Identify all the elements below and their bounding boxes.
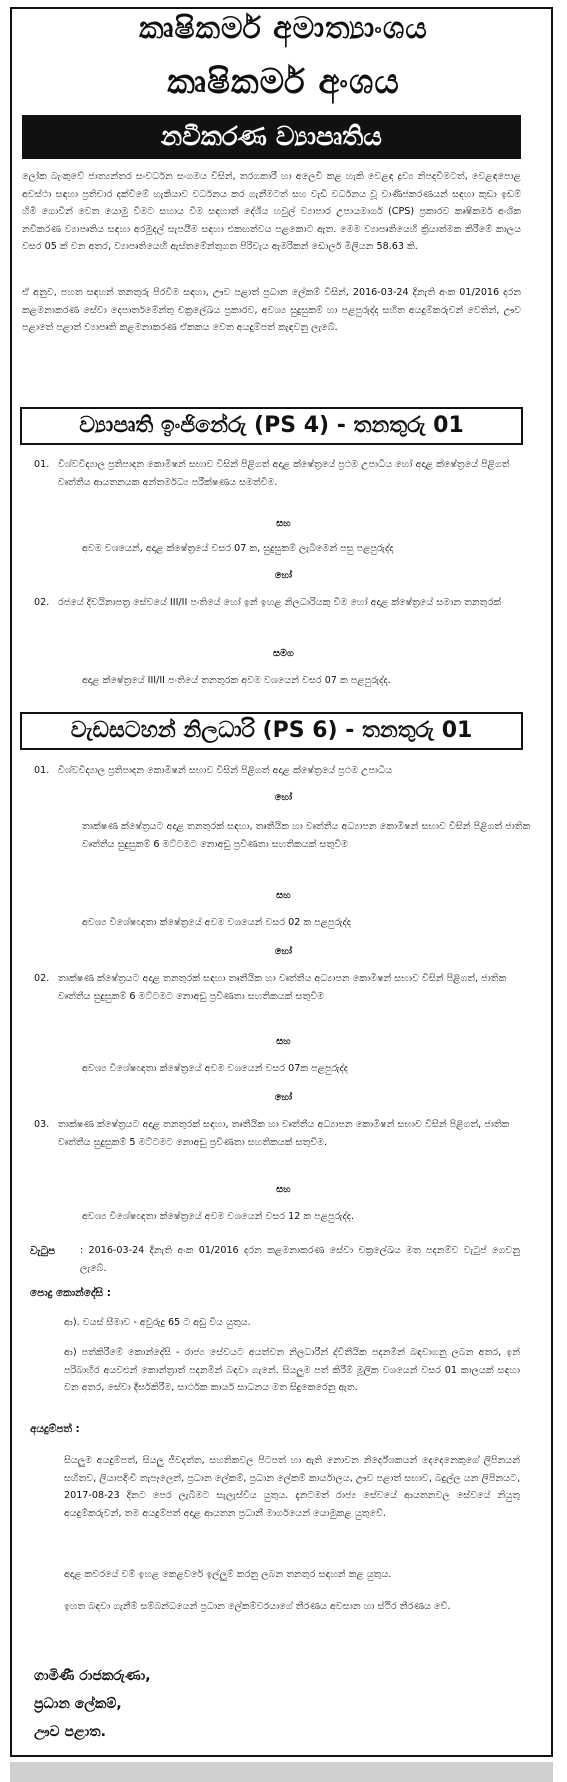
age-limit-condition: ආ). වයස් සීමාව - අවුරුදු 65 ට අඩු විය යුතුය. xyxy=(64,1317,251,1328)
item-text: තාක්ෂණ ක්ෂේත්‍රයට අදාළ තනතුරක් සඳහා තෘතීයික හා වෘත්තීය අධ්‍යාපන කොමිෂන් සභාව විසින් පිළිගත්, ජාතික වෘත්තීය සුදුසුකම් 6 මට්ටමට නොඅඩු ප්‍රවීණතා සහතිකයක් සතුවීම xyxy=(58,973,507,1002)
section-heading-programme-officer: වැඩසටහන් නිලධාරි (PS 6) - තනතුරු 01 xyxy=(20,712,523,750)
requirement-item xyxy=(34,594,536,612)
signatory-place: ඌව පළාත. xyxy=(34,1724,106,1740)
item-number: 02. xyxy=(34,973,50,984)
department-heading: කෘෂිකර්ම අංශය xyxy=(167,62,400,102)
signatory-title: ප්‍රධාන ලේකම්, xyxy=(34,1696,122,1712)
conjunction: හෝ xyxy=(274,570,293,581)
project-title-bar: නවීකරණ ව්‍යාපෘතිය xyxy=(22,115,521,159)
requirement-text: අවම වශයෙන්, අදාළ ක්ෂේත්‍රයේ වසර 07 ක, සුදුසුකම් ලැබීමෙන් පසු පළපුරුද්ද xyxy=(82,543,394,554)
requirement-text: අවශ්‍ය විශේෂඥතා ක්ෂේත්‍රයේ අවම වශයෙන් වසර 12 ක පළපුරුද්ද. xyxy=(82,1211,355,1222)
conjunction: සමග xyxy=(273,648,294,659)
requirement-text: අවශ්‍ය විශේෂඥතා ක්ෂේත්‍රයේ අවම වශයෙන් වසර 02 ක පළපුරුද්ද xyxy=(82,917,352,928)
intro-paragraph-2: ඒ අනුව, පහත සඳහන් තනතුරු පිරවීම සඳහා, ඌව පළාත් ප්‍රධාන ලේකම් විසින්, 2016-03-24 දිනැති අංක 01/2016 දරන කළමනාකරණ සේවා දෙපාර්තමේන්තු චක්‍රලේඛය ප්‍රකාරව, අවශ්‍ය සුදුසුකම් හා පළපුරුද්ද සහිත අයදුම්කරුවන් වෙතින්, ඌව පළාතේ පළාත් ව්‍යාපෘති කළමනාකරණ ඒකකය වෙත අයදුම්පත් කැඳවනු ලැබේ. xyxy=(22,287,521,333)
applications-paragraph-3: ඉහත බඳවා ගැනීම් සම්බන්ධයෙන් ප්‍රධාන ලේකම්වරයාගේ තීරණය අවසාන හා ස්ථිර තීරණය වේ. xyxy=(64,1601,451,1612)
requirement-text: අවශ්‍ය විශේෂඥතා ක්ෂේත්‍රයේ අවම වශයෙන් වසර 07ක පළපුරුද්ද xyxy=(82,1063,348,1074)
requirement-item xyxy=(34,762,536,780)
item-text: තාක්ෂණ ක්ෂේත්‍රයට අදාළ තනතුරක් සඳහා, තෘතීයික හා වෘත්තීය අධ්‍යාපන කොමිෂන් සභාව විසින් පිළිගත්, ජාතික වෘත්තීය සුදුසුකම් 5 මට්ටමට නොඅඩු ප්‍රවීණතා සහතිකයක් සතුවීම. xyxy=(58,1119,510,1148)
conjunction: සහ xyxy=(276,1184,291,1195)
section-heading-project-engineer: ව්‍යාපෘති ඉංජිනේරු (PS 4) - තනතුරු 01 xyxy=(20,407,523,445)
appointment-condition: ආ) පත්කිරීමේ කොන්දේසි - රාජ්‍ය සේවයට අයත්වන නිලධාරීන් ද්විතීයික පදනමින් බඳවාගනු ලබන අතර, ඉන් පරිබාහිර අයවළුන් කොන්ත්‍රාත් පදනමින් බඳවා ගැනේ. සියලුම පත් කිරීම් මූලික වශයෙන් වසර 01 කාලයක් සඳහා වන අතර, සේවා දීර්ඝකිරීම, සාර්ථක කාර්ය සාධනය මත සිදුකෙරෙනු ඇත. xyxy=(64,1347,520,1393)
requirement-text: අදාළ ක්ෂේත්‍රයේ III/II පංතියේ තනතුරක අවම වශයෙන් වසර 07 ක පළපුරුද්ද. xyxy=(82,675,391,686)
signatory-name: ගාමිණී රාජකරුණා, xyxy=(34,1668,151,1684)
conjunction: සහ xyxy=(276,890,291,901)
requirement-text: තාක්ෂණ ක්ෂේත්‍රයට අදාළ තනතුරක් සඳහා, තෘතීයික හා වෘත්තීය අධ්‍යාපන කොමිෂන් සභාව විසින් පිළිගත් ජාතික වෘත්තීය සුදුසුකම් 6 මට්ටමට නොඅඩු ප්‍රවීණතා සහතිකයක් සතුවීම xyxy=(82,821,531,850)
bottom-strip xyxy=(10,1762,553,1782)
conjunction: සහ xyxy=(276,518,291,529)
salary-label: වැටුප xyxy=(30,1245,56,1257)
intro-paragraph-1: ලෝක බැංකුවේ ජාත්‍යන්තර සංවර්ධන සංගමය විසින්, තරගකාරී හා අලෙවි කළ හැකි වෙළඳ ද්‍රව්‍ය නිපදවීමටත්, වෙළඳපොළ අවස්ථා සඳහා ප්‍රතිචාර දක්වීමේ හැකියාව වර්ධනය කර ගැනීමටත් සහ වැඩි වර්ධනය වූ වාණිජකරණයන් සඳහා කුඩා ඉඩම් හිමි ගොවීන් වෙත යොමු වීමට සහාය වීම සඳහාත් දේශීය හවුල් ව්‍යාපාර උපායමාර්ග (CPS) ප්‍රකාරව කෘෂිකර්ම අංශික නවීකරණ ව්‍යාපෘතිය සඳහා අරමුදල් සැපයීම සඳහා එකඟත්වය පළකොට ඇත. මෙම ව්‍යාපෘතියෙහි ක්‍රියාත්මක කිරීමේ කාලය වසර 05 ක් වන අතර, ව්‍යාපෘතියෙහි ඇස්තමේන්තුගත පිරිවැය ඇමරිකන් ඩොලර් මිලියන 58.63 කි. xyxy=(22,171,521,252)
salary-text: : 2016-03-24 දිනැති අංක 01/2016 දරන කළමනාකරණ සේවා චක්‍රලේඛය මත පදනම්ව වැටුප් ගෙවනු ලැබේ. xyxy=(80,1245,520,1274)
general-conditions-label: පොදු කොන්දේසි : xyxy=(30,1287,111,1299)
ministry-heading: කෘෂිකර්ම අමාත්‍යාංශය xyxy=(139,11,428,46)
conjunction: හෝ xyxy=(274,1092,293,1103)
item-text: විශ්වවිද්‍යාල ප්‍රතිපාදන කොමිෂන් සභාව විසින් පිළිගත් අදාළ ක්ෂේත්‍රයේ ප්‍රථම උපාධිය හෝ අදාළ ක්ෂේත්‍රයේ පිළිගත් වෘත්තීය ආයතනයක අන්තර්මධ්‍ය පරීක්ෂණය සමත්වීම. xyxy=(58,459,510,488)
conjunction: හෝ xyxy=(274,946,293,957)
requirement-item xyxy=(34,456,536,492)
applications-paragraph-2: අදාළ කවරයේ වම් ඉහළ කෙළවරේ ඉල්ලුම් කරනු ලබන තනතුර සඳහන් කළ යුතුය. xyxy=(64,1569,392,1580)
item-number: 01. xyxy=(34,459,50,470)
item-text: විශ්වවිද්‍යාල ප්‍රතිපාදන කොමිෂන් සභාව විසින් පිළිගත් අදාළ ක්ෂේත්‍රයේ ප්‍රථම උපාධිය xyxy=(58,765,393,776)
requirement-item xyxy=(34,1116,536,1152)
item-number: 03. xyxy=(34,1119,50,1130)
item-number: 02. xyxy=(34,597,50,608)
applications-label: අයදුම්පත් : xyxy=(30,1423,80,1435)
item-text: රජයේ දිවයිනාපත්‍ර සේවයේ III/II පංතියේ හෝ ඉන් ඉහළ නිලධාරියකු වීම හෝ අදාළ ක්ෂේත්‍රයේ සමාන තනතුරක් xyxy=(58,597,502,608)
item-number: 01. xyxy=(34,765,50,776)
conjunction: සහ xyxy=(276,1036,291,1047)
applications-paragraph-1: සියලුම අයදුම්පත්, සියලු ජීවදත්ත, සහතිකවල පිටපත් හා ඇති නොවන නිර්දේශකයන් දෙදෙනෙකුගේ ලිපිනයන් සහිතව, ලියාපදිංචි තැපෑලෙන්, ප්‍රධාන ලේකම්, ප්‍රධාන ලේකම් කාර්යාලය, ඌව පළාත් සභාව, බදුල්ල යන ලිපිනයට, 2017-08-23 දිනට පෙර ලැබීමට සැලැස්විය යුතුය. දැනටමත් රාජ්‍ය සේවයේ ආයතනවල සේවයේ නියුතු අයදුම්කරුවන්, තම අයදුම්පත් අදාළ ආයතන ප්‍රධානී මාර්ගයෙන් යොමුකළ යුතුවේ. xyxy=(64,1455,520,1519)
conjunction: හෝ xyxy=(274,792,293,803)
requirement-item xyxy=(34,970,536,1006)
